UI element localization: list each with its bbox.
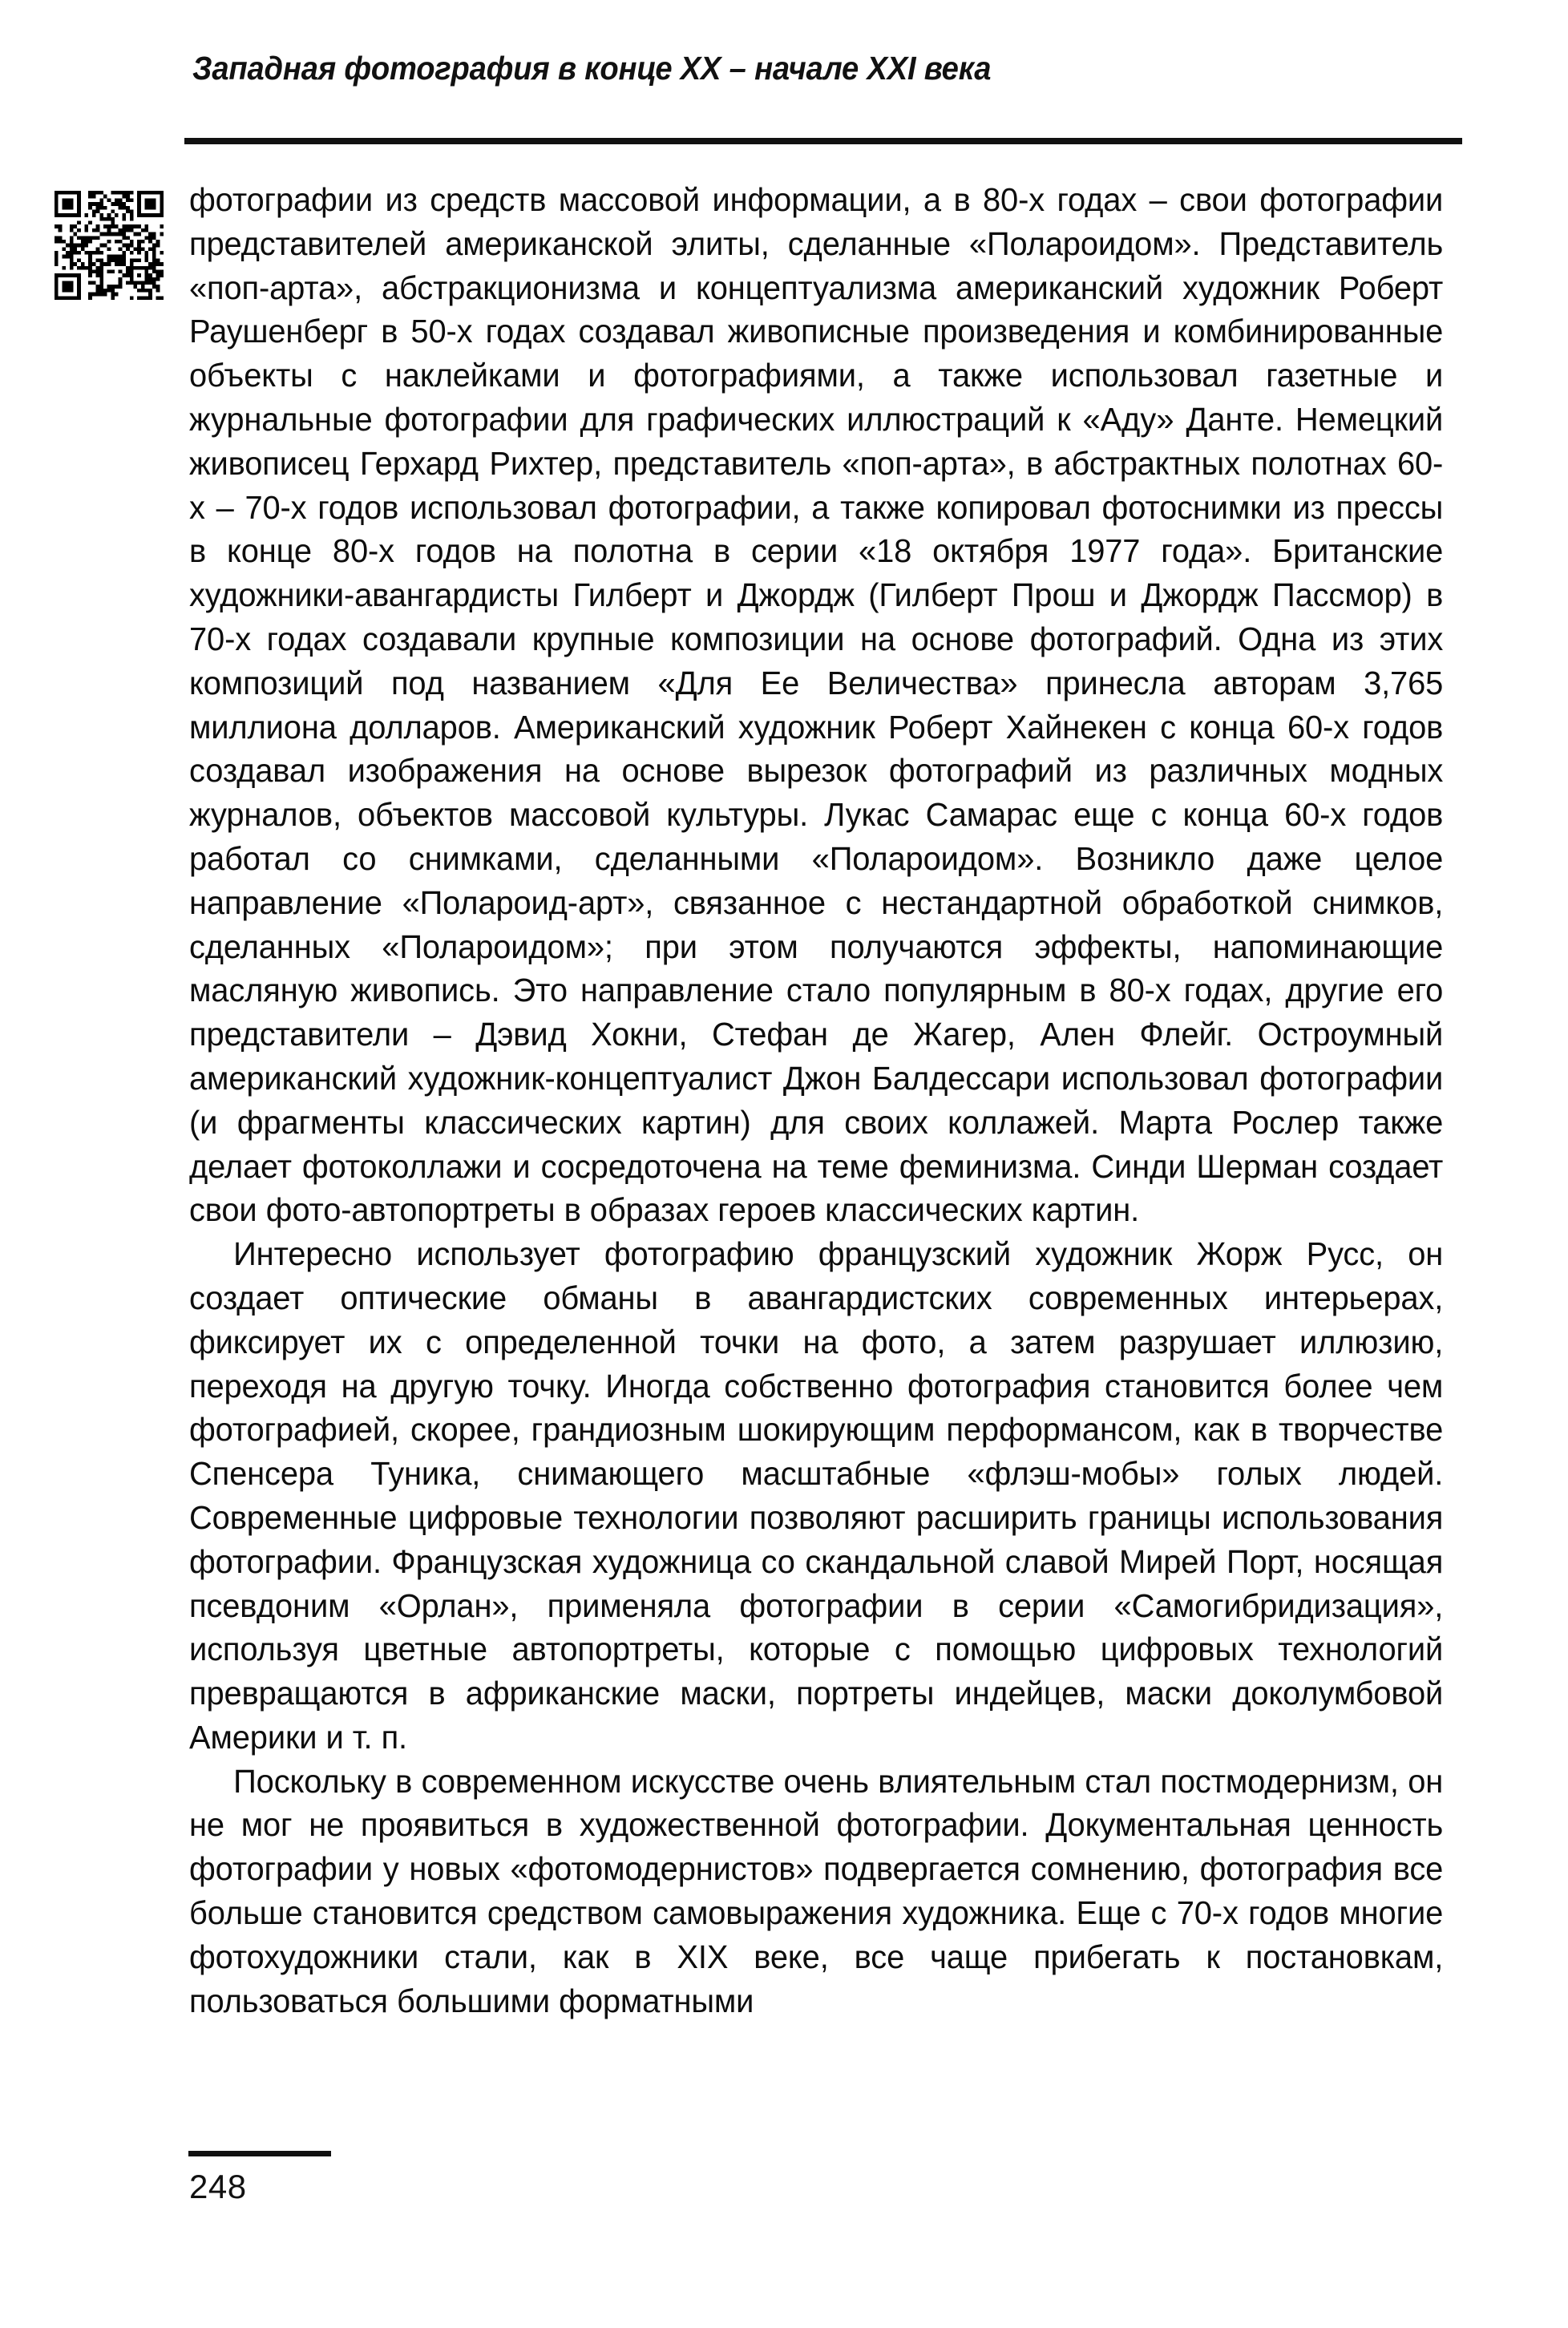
qr-code-canvas [55,191,164,300]
paragraph: Интересно использует фотографию французский художник Жорж Русс, он создает оптические обманы в авангардистских современных интерьерах, фиксирует их с определенной точки на фото, а затем разрушает иллюзию, переходя на другую точку. Иногда собственно фотография становится более чем фотографией, скорее, грандиозным шокирующим перформансом, как в творчестве Спенсера Туника, снимающего масштабные «флэш-мобы» голых людей. Современные цифровые технологии позволяют расширить границы использования фотографии. Французская художница со скандальной славой Мирей Порт, носящая псевдоним «Орлан», применяла фотографии в серии «Самогибридизация», используя цветные автопортреты, которые с помощью цифровых технологий превращаются в африканские маски, портреты индейцев, маски доколумбовой Америки и т. п. [189,1235,1444,1756]
footer-divider-rule [188,2151,331,2156]
qr-code-icon [55,191,164,300]
paragraph: Поскольку в современном искусстве очень влиятельным стал постмодернизм, он не мог не проявиться в художественной фотографии. Документальная ценность фотографии у новых «фотомодернистов» подвергается сомнению, фотография все больше становится средством самовыражения художника. Еще с 70-х годов многие фотохудожники стали, как в XIX веке, все чаще прибегать к постановкам, пользоваться большими форматными [189,1762,1444,2019]
paragraph: фотографии из средств массовой информации, а в 80-х годах – свои фотографии представителей американской элиты, сделанные «Полароидом». Представитель «поп-арта», абстракционизма и концептуализма американский художник Роберт Раушенберг в 50-х годах создавал живописные произведения и комбинированные объекты с наклейками и фотографиями, а также использовал газетные и журнальные фотографии для графических иллюстраций к «Аду» Данте. Немецкий живописец Герхард Рихтер, представитель «поп-арта», в абстрактных полотнах 60-х – 70-х годов использовал фотографии, а также копировал фотоснимки из прессы в конце 80-х годов на полотна в серии «18 октября 1977 года». Британские художники-авангардисты Гилберт и Джордж (Гилберт Прош и Джордж Пассмор) в 70-х годах создавали крупные композиции на основе фотографий. Одна из этих композиций под названием «Для Ее Величества» принесла авторам 3,765 миллиона долларов. Американский художник Роберт Хайнекен с конца 60-х годов создавал изображения на основе вырезок фотографий из различных модных журналов, объектов массовой культуры. Лукас Самарас еще с конца 60-х годов работал со снимками, сделанными «Полароидом». Возникло даже целое направление «Полароид-арт», связанное с нестандартной обработкой снимков, сделанных «Полароидом»; при этом получаются эффекты, напоминающие масляную живопись. Это направление стало популярным в 80-х годах, другие его представители – Дэвид Хокни, Стефан де Жагер, Ален Флейг. Остроумный американский художник-концептуалист Джон Балдессари использовал фотографии (и фрагменты классических картин) для своих коллажей. Марта Рослер также делает фотоколлажи и сосредоточена на теме феминизма. Синди Шерман создает свои фото-автопортреты в образах героев классических картин. [189,181,1444,1229]
body-text-column [189,178,1462,2023]
page-number: 248 [189,2168,247,2205]
running-header-title: Западная фотография в конце XX – начале XXI века [192,50,992,87]
header-divider-rule [184,138,1462,144]
